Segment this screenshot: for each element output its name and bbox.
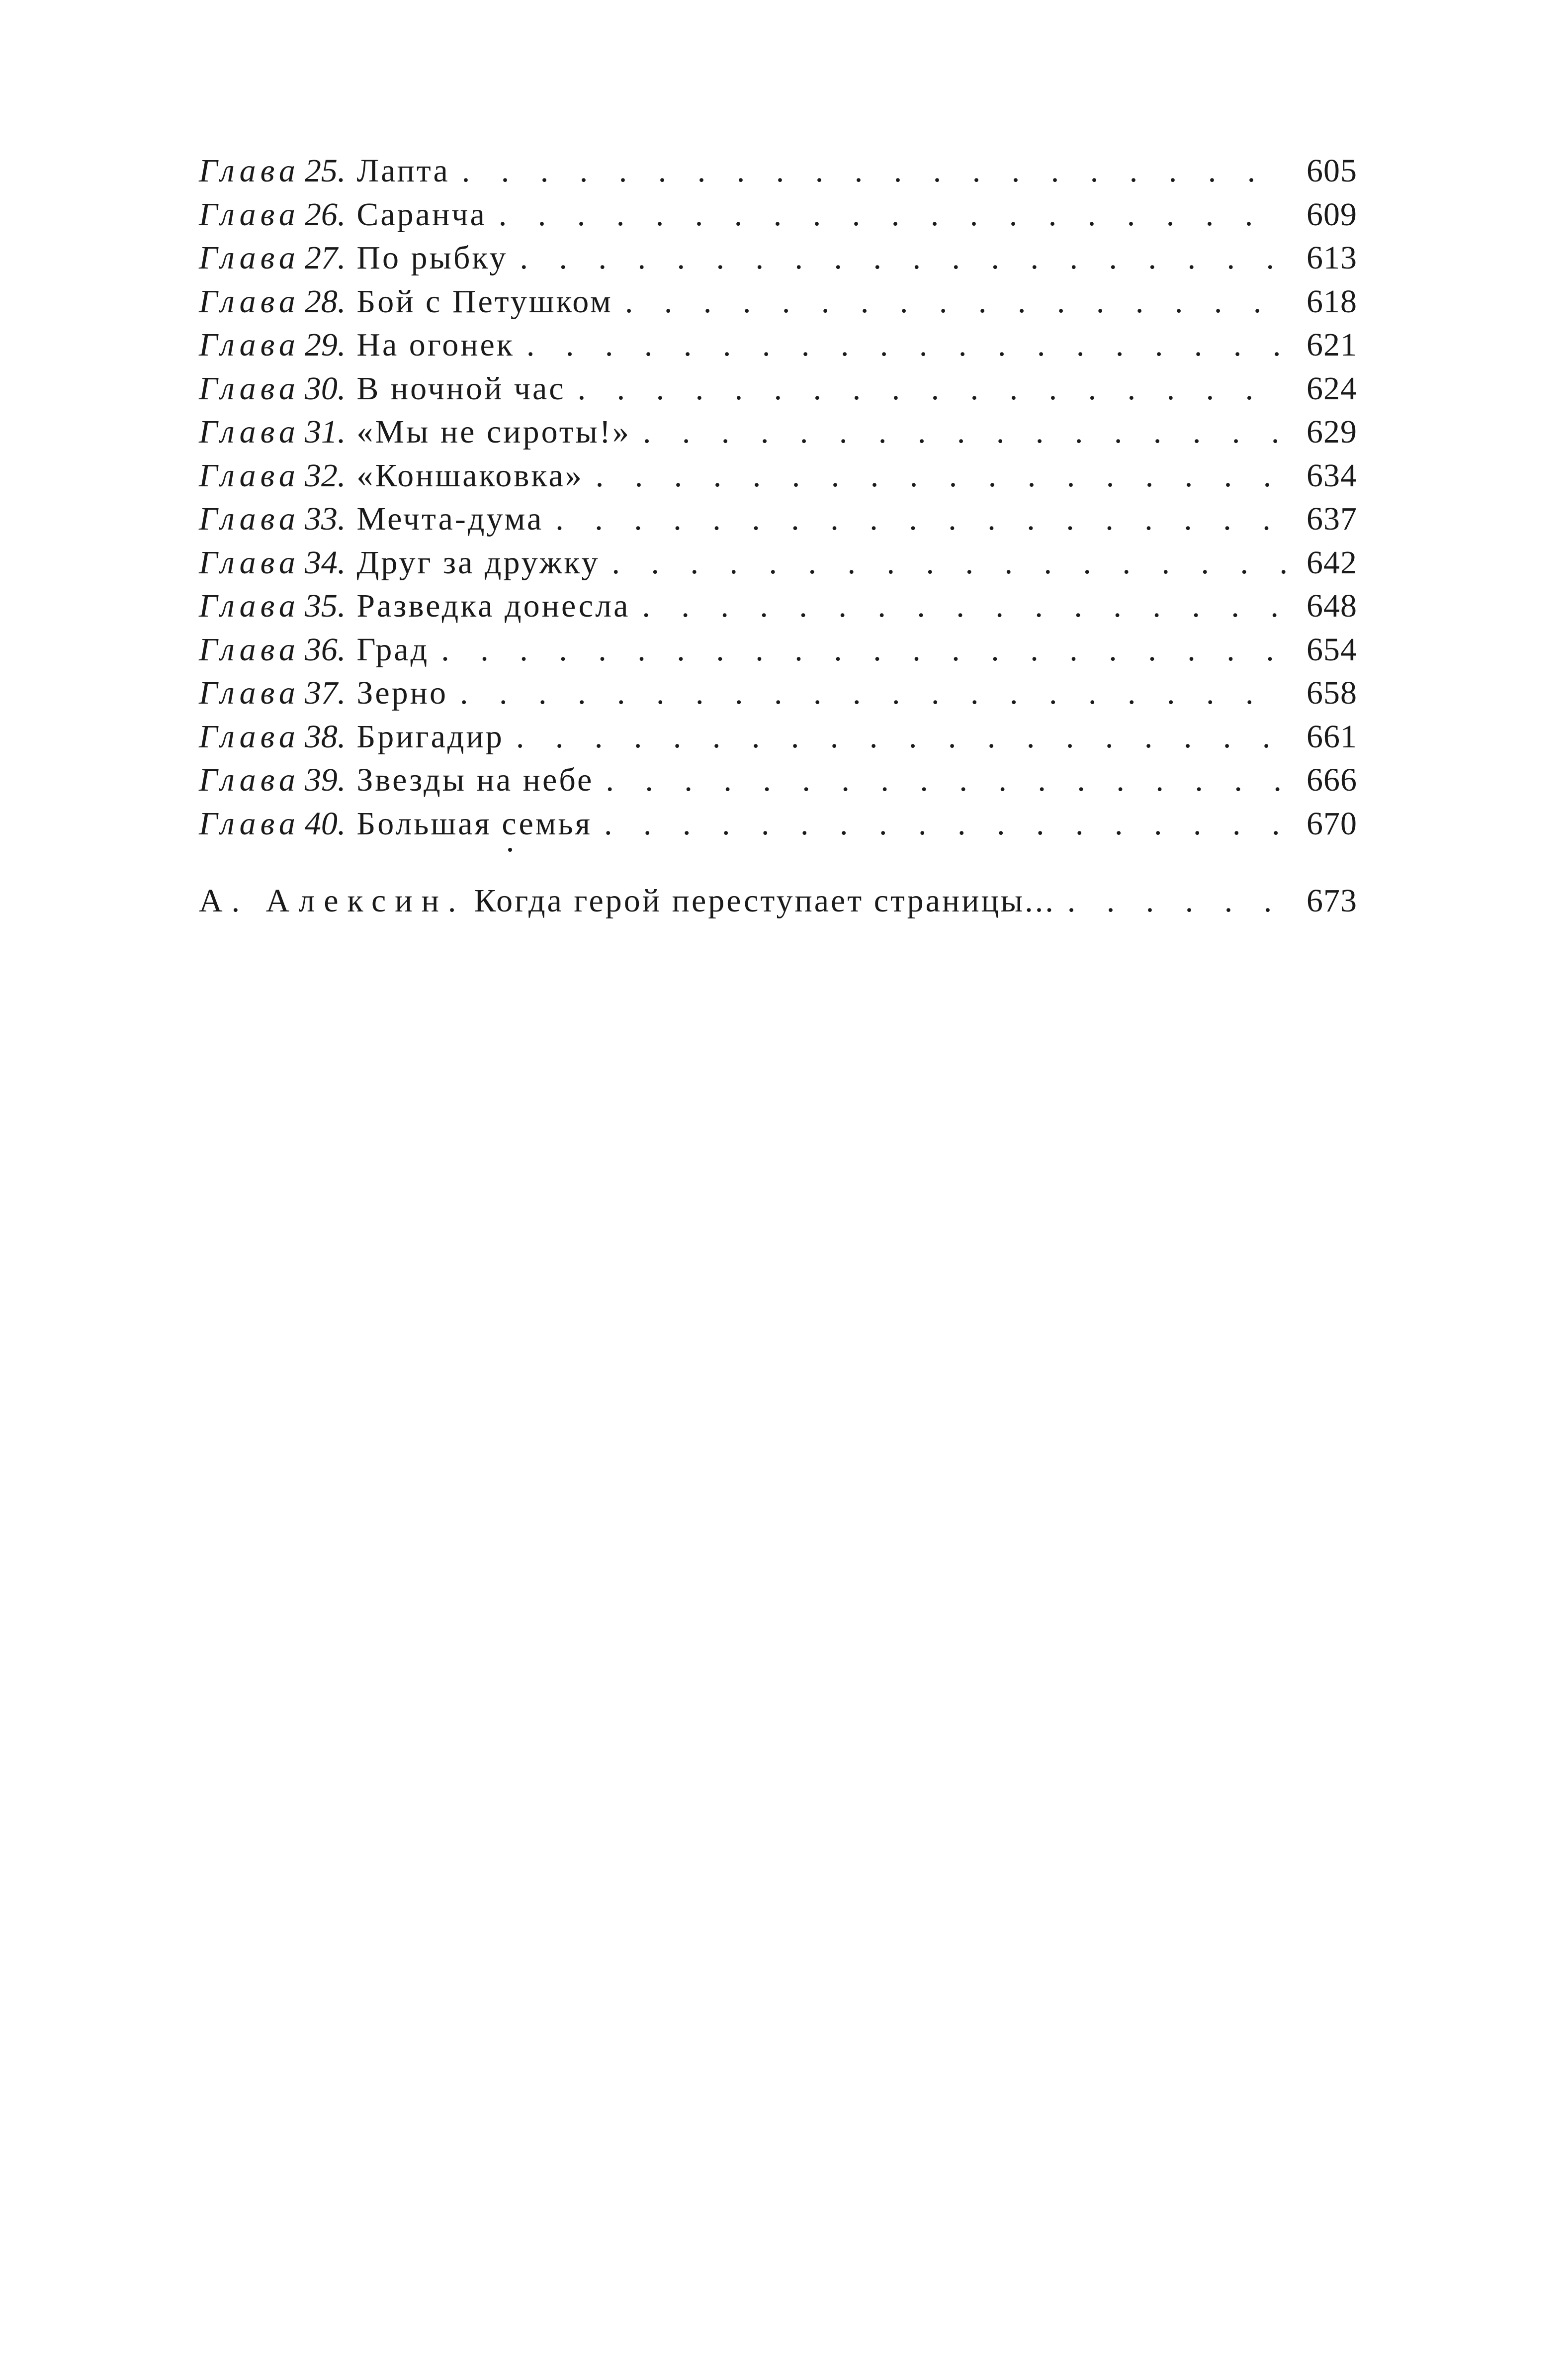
toc-entry-35 (199, 584, 1357, 628)
afterword-title: Когда герой переступает страницы... (474, 883, 1055, 919)
chapter-number: 27. (304, 240, 346, 276)
chapter-number: 32. (304, 457, 346, 494)
page-number: 629 (1307, 414, 1357, 450)
page-number: 613 (1307, 240, 1357, 276)
chapter-title: Друг за дружку (356, 544, 600, 581)
page-number: 673 (1307, 883, 1357, 919)
dot-leader (578, 367, 1286, 411)
dot-leader (625, 280, 1286, 324)
dot-leader (612, 541, 1286, 585)
toc-entry-34 (199, 541, 1357, 585)
dot-leader (643, 410, 1286, 454)
toc-entry-38 (199, 715, 1357, 759)
toc-entry-33 (199, 497, 1357, 541)
toc-entry-32 (199, 454, 1357, 498)
dot-leader (555, 497, 1286, 541)
dot-leader (460, 671, 1286, 715)
chapter-label: Глава (199, 805, 300, 842)
chapter-label: Глава (199, 153, 300, 189)
afterword-author: А. Алексин. (199, 883, 465, 919)
toc-entry-30 (199, 367, 1357, 411)
chapter-label: Глава (199, 370, 300, 407)
toc-entry-40 (199, 802, 1357, 846)
dot-leader (642, 584, 1286, 628)
chapter-label: Глава (199, 457, 300, 494)
page-number: 637 (1307, 501, 1357, 537)
page-number: 666 (1307, 762, 1357, 798)
dot-leader (499, 193, 1286, 237)
page-number: 642 (1307, 544, 1357, 581)
toc-entry-27 (199, 236, 1357, 280)
chapter-label: Глава (199, 675, 300, 711)
chapter-title: Лапта (356, 153, 450, 189)
chapter-label: Глава (199, 718, 300, 755)
toc-entry-31 (199, 410, 1357, 454)
chapter-label: Глава (199, 414, 300, 450)
chapter-number: 25. (304, 153, 346, 189)
page-number: 618 (1307, 283, 1357, 320)
chapter-title: «Коншаковка» (356, 457, 584, 494)
chapter-number: 39. (304, 762, 346, 798)
dot-leader (441, 628, 1286, 672)
page-number: 658 (1307, 675, 1357, 711)
chapter-label: Глава (199, 762, 300, 798)
page-number: 654 (1307, 631, 1357, 668)
chapter-label: Глава (199, 631, 300, 668)
page-number: 634 (1307, 457, 1357, 494)
dot-leader (606, 758, 1286, 802)
dot-leader (604, 802, 1286, 846)
chapter-title: В ночной час (356, 370, 566, 407)
chapter-number: 29. (304, 327, 346, 363)
chapter-number: 36. (304, 631, 346, 668)
chapter-title: Большая семья (356, 805, 592, 842)
chapter-title: Саранча (356, 196, 487, 233)
chapter-title: Бой с Петушком (356, 283, 613, 320)
chapter-number: 31. (304, 414, 346, 450)
chapter-number: 34. (304, 544, 346, 581)
chapter-label: Глава (199, 327, 300, 363)
toc-entry-29 (199, 323, 1357, 367)
chapter-number: 37. (304, 675, 346, 711)
chapter-title: Зерно (356, 675, 448, 711)
table-of-contents (199, 149, 1357, 845)
chapter-title: «Мы не сироты!» (356, 414, 631, 450)
chapter-number: 33. (304, 501, 346, 537)
dot-leader (516, 715, 1286, 759)
page-number: 605 (1307, 153, 1357, 189)
toc-entry-25 (199, 149, 1357, 193)
toc-entry-28 (199, 280, 1357, 324)
chapter-number: 40. (304, 805, 346, 842)
toc-entry-26 (199, 193, 1357, 237)
toc-entry-36 (199, 628, 1357, 672)
chapter-label: Глава (199, 196, 300, 233)
page-number: 670 (1307, 805, 1357, 842)
dot-leader (596, 454, 1286, 498)
page-number: 624 (1307, 370, 1357, 407)
page-number: 621 (1307, 327, 1357, 363)
page-number: 648 (1307, 588, 1357, 624)
chapter-number: 26. (304, 196, 346, 233)
chapter-label: Глава (199, 501, 300, 537)
chapter-title: Разведка донесла (356, 588, 630, 624)
page-number: 609 (1307, 196, 1357, 233)
chapter-label: Глава (199, 240, 300, 276)
chapter-title: Мечта-дума (356, 501, 544, 537)
chapter-title: Бригадир (356, 718, 504, 755)
chapter-label: Глава (199, 283, 300, 320)
dot-leader (520, 236, 1286, 280)
toc-entry-39 (199, 758, 1357, 802)
chapter-title: На огонек (356, 327, 515, 363)
chapter-label: Глава (199, 588, 300, 624)
chapter-number: 28. (304, 283, 346, 320)
page-number: 661 (1307, 718, 1357, 755)
chapter-number: 30. (304, 370, 346, 407)
chapter-number: 35. (304, 588, 346, 624)
chapter-title: Град (356, 631, 430, 668)
chapter-title: Звезды на небе (356, 762, 594, 798)
chapter-number: 38. (304, 718, 346, 755)
toc-entry-afterword (199, 879, 1357, 923)
dot-leader (462, 149, 1286, 193)
chapter-label: Глава (199, 544, 300, 581)
chapter-title: По рыбку (356, 240, 508, 276)
print-speck (508, 848, 512, 852)
dot-leader (1067, 879, 1286, 923)
toc-entry-37 (199, 671, 1357, 715)
dot-leader (526, 323, 1286, 367)
